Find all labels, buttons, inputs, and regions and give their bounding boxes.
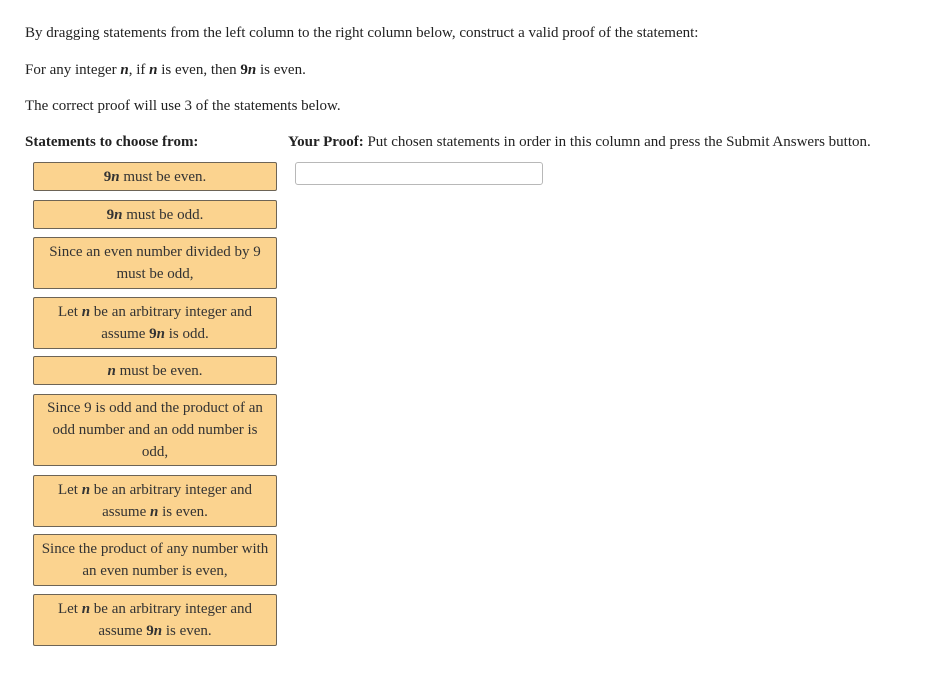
statement-card[interactable] xyxy=(33,534,277,586)
statement-card[interactable] xyxy=(33,237,277,289)
statement-var-n: n xyxy=(111,168,120,185)
proof-dropzone[interactable] xyxy=(295,162,543,185)
statement-num-9: 9 xyxy=(146,623,154,639)
statement-text-post: must be even. xyxy=(119,168,207,185)
statement-var-n: n xyxy=(81,601,91,617)
statement-text xyxy=(38,598,272,642)
statement-text-post: must be odd. xyxy=(122,206,204,223)
statement-num-9: 9 xyxy=(106,206,115,223)
claim-var-n: n xyxy=(149,62,158,78)
statement-text-pre: Let xyxy=(57,482,82,498)
statement-text: Since 9 is odd and the product of an odd number and an odd number is odd, xyxy=(47,400,263,460)
statement-card[interactable] xyxy=(33,475,277,527)
statement-text-post: is even. xyxy=(162,623,212,639)
statement-var-n: n xyxy=(153,623,163,639)
statement-count-text: The correct proof will use 3 of the statements below. xyxy=(25,98,341,114)
statement-text xyxy=(108,360,203,382)
statement-card[interactable] xyxy=(33,162,277,191)
instructions-text: By dragging statements from the left column to the right column below, construct a valid proof of the statement: xyxy=(25,25,699,41)
statement-num-9: 9 xyxy=(103,168,112,185)
statement-card[interactable] xyxy=(33,297,277,349)
statement-text: Since an even number divided by 9 must be odd, xyxy=(49,244,261,282)
statement-var-n: n xyxy=(156,326,165,342)
statement-text xyxy=(104,166,207,188)
statement-card[interactable] xyxy=(33,200,277,229)
statement-text-post: must be even. xyxy=(115,362,203,379)
statement-var-n: n xyxy=(81,482,91,498)
choose-heading: Statements to choose from: xyxy=(25,134,199,150)
proof-heading-label: Your Proof: xyxy=(288,134,364,150)
claim-num-9: 9 xyxy=(240,62,248,78)
proof-heading-instructions: Put chosen statements in order in this column and press the Submit Answers button. xyxy=(363,134,871,150)
statement-text-mid: be an arbitrary integer and assume xyxy=(90,304,253,342)
claim-statement xyxy=(25,61,306,79)
statement-card[interactable] xyxy=(33,594,277,646)
proof-heading xyxy=(288,134,871,151)
statement-text-post: is odd. xyxy=(165,326,209,342)
statement-text xyxy=(38,301,272,345)
statement-num-9: 9 xyxy=(149,326,157,342)
statement-card[interactable] xyxy=(33,356,277,385)
claim-mid2: is even, then xyxy=(157,62,241,78)
statement-var-n: n xyxy=(81,304,91,320)
claim-var-n: n xyxy=(247,62,257,78)
statement-var-n: n xyxy=(114,206,123,223)
statement-var-n: n xyxy=(150,504,159,520)
statement-text-pre: Let xyxy=(57,601,82,617)
statement-text xyxy=(107,204,204,226)
statement-text-mid: be an arbitrary integer and assume xyxy=(90,601,253,639)
claim-mid1: , if xyxy=(128,62,150,78)
claim-suffix: is even. xyxy=(256,62,306,78)
claim-prefix: For any integer xyxy=(25,62,121,78)
statement-text-pre: Let xyxy=(57,304,82,320)
claim-var-n: n xyxy=(120,62,129,78)
statement-card[interactable] xyxy=(33,394,277,466)
statement-text-mid: be an arbitrary integer and assume xyxy=(90,482,253,520)
statement-text: Since the product of any number with an even number is even, xyxy=(41,541,269,579)
statement-var-n: n xyxy=(107,362,116,379)
statement-text-post: is even. xyxy=(158,504,208,520)
statement-text xyxy=(38,479,272,523)
